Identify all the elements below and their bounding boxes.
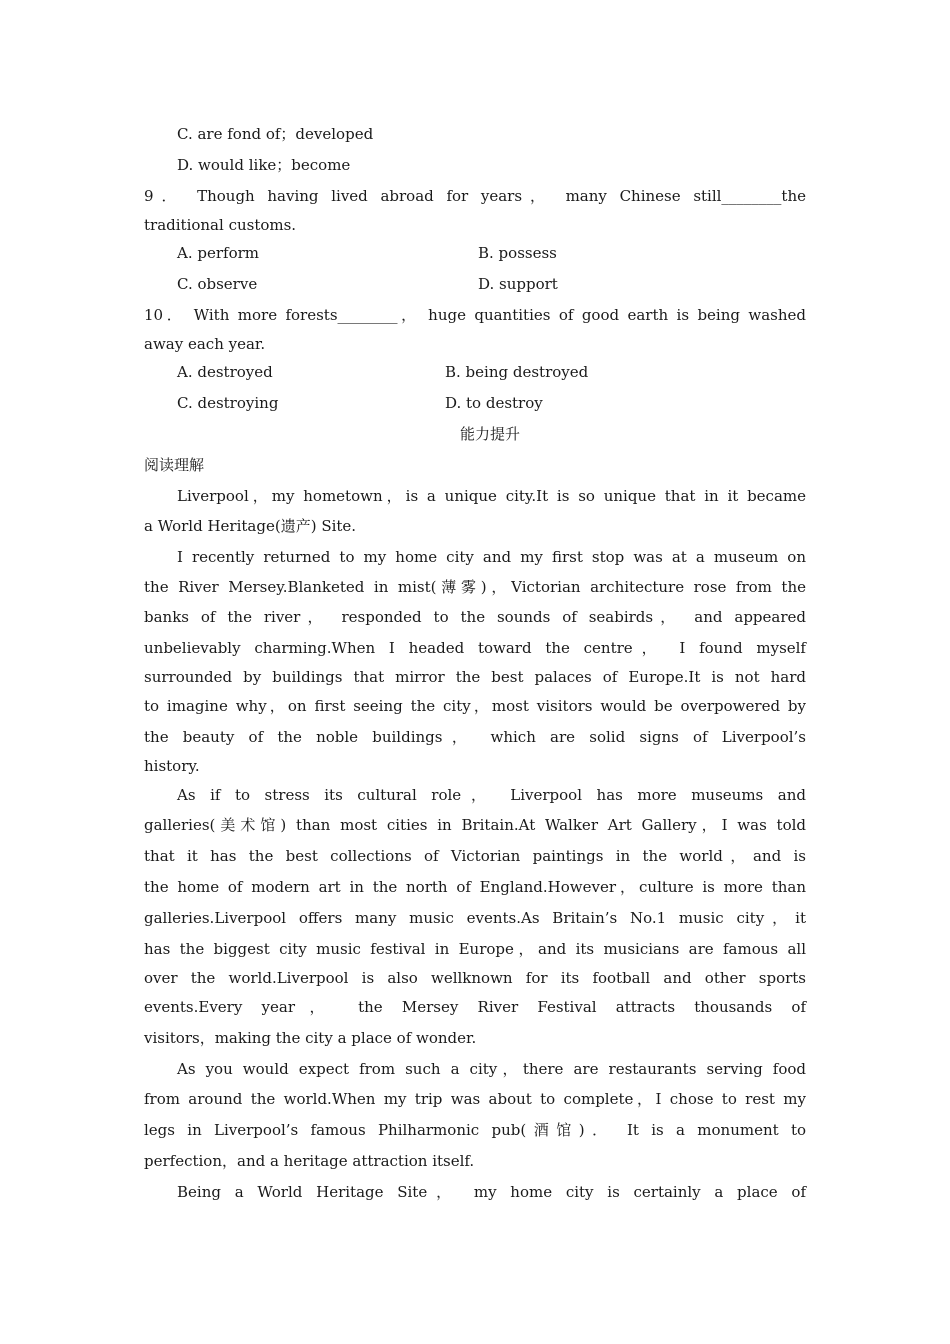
subsection-heading: 阅读理解 <box>144 456 205 474</box>
q8-option-d: D. would like；become <box>177 156 351 174</box>
passage-line: the beauty of the noble buildings， which are solid signs of Liverpool’s <box>144 728 806 746</box>
passage-line: As if to stress its cultural role， Liverpool has more museums and <box>177 786 806 804</box>
passage-line: the home of modern art in the north of England.However，culture is more than <box>144 878 806 896</box>
passage-line: Being a World Heritage Site， my home city is certainly a place of <box>177 1183 806 1201</box>
q9-option-c: C. observe <box>177 275 258 293</box>
section-heading: 能力提升 <box>459 425 520 443</box>
q10-option-d: D. to destroy <box>445 394 543 412</box>
passage-line: has the biggest city music festival in Europe，and its musicians are famous all <box>144 940 806 958</box>
passage-line: surrounded by buildings that mirror the best palaces of Europe.It is not hard <box>144 668 806 686</box>
q10-option-c: C. destroying <box>177 394 279 412</box>
passage-line: that it has the best collections of Victorian paintings in the world，and is <box>144 847 806 865</box>
q10-option-b: B. being destroyed <box>445 363 589 381</box>
passage-line: events.Every year， the Mersey River Festival attracts thousands of <box>144 998 806 1016</box>
q9-option-b: B. possess <box>478 244 557 262</box>
passage-line: banks of the river， responded to the sounds of seabirds， and appeared <box>144 608 806 626</box>
passage-line: galleries(美术馆) than most cities in Britain.At Walker Art Gallery，I was told <box>144 816 806 834</box>
passage-line: visitors，making the city a place of wonder. <box>144 1029 477 1047</box>
passage-line: perfection，and a heritage attraction itself. <box>144 1152 475 1170</box>
passage-line: over the world.Liverpool is also wellknown for its football and other sports <box>144 969 806 987</box>
passage-line: a World Heritage(遗产) Site. <box>144 517 357 535</box>
passage-line: from around the world.When my trip was about to complete，I chose to rest my <box>144 1090 806 1108</box>
passage-line: legs in Liverpool’s famous Philharmonic pub(酒馆)． It is a monument to <box>144 1121 806 1139</box>
q10-option-a: A. destroyed <box>177 363 273 381</box>
q10-stem-line-1: 10． With more forests________， huge quantities of good earth is being washed <box>144 306 806 324</box>
passage-line: Liverpool，my hometown，is a unique city.It is so unique that in it became <box>177 487 806 505</box>
q9-stem-line-1: 9． Though having lived abroad for years， many Chinese still________the <box>144 187 806 205</box>
passage-line: unbelievably charming.When I headed toward the centre， I found myself <box>144 639 806 657</box>
passage-line: As you would expect from such a city，there are restaurants serving food <box>177 1060 806 1078</box>
passage-line: I recently returned to my home city and my first stop was at a museum on <box>177 548 806 566</box>
passage-line: history. <box>144 757 200 775</box>
passage-line: to imagine why，on first seeing the city，most visitors would be overpowered by <box>144 697 806 715</box>
q8-option-c: C. are fond of；developed <box>177 125 374 143</box>
q10-stem-line-2: away each year. <box>144 335 266 353</box>
q9-option-d: D. support <box>478 275 558 293</box>
passage-line: the River Mersey.Blanketed in mist(薄雾)，Victorian architecture rose from the <box>144 578 806 596</box>
q9-option-a: A. perform <box>177 244 259 262</box>
passage-line: galleries.Liverpool offers many music events.As Britain’s No.1 music city，it <box>144 909 806 927</box>
q9-stem-line-2: traditional customs. <box>144 216 297 234</box>
